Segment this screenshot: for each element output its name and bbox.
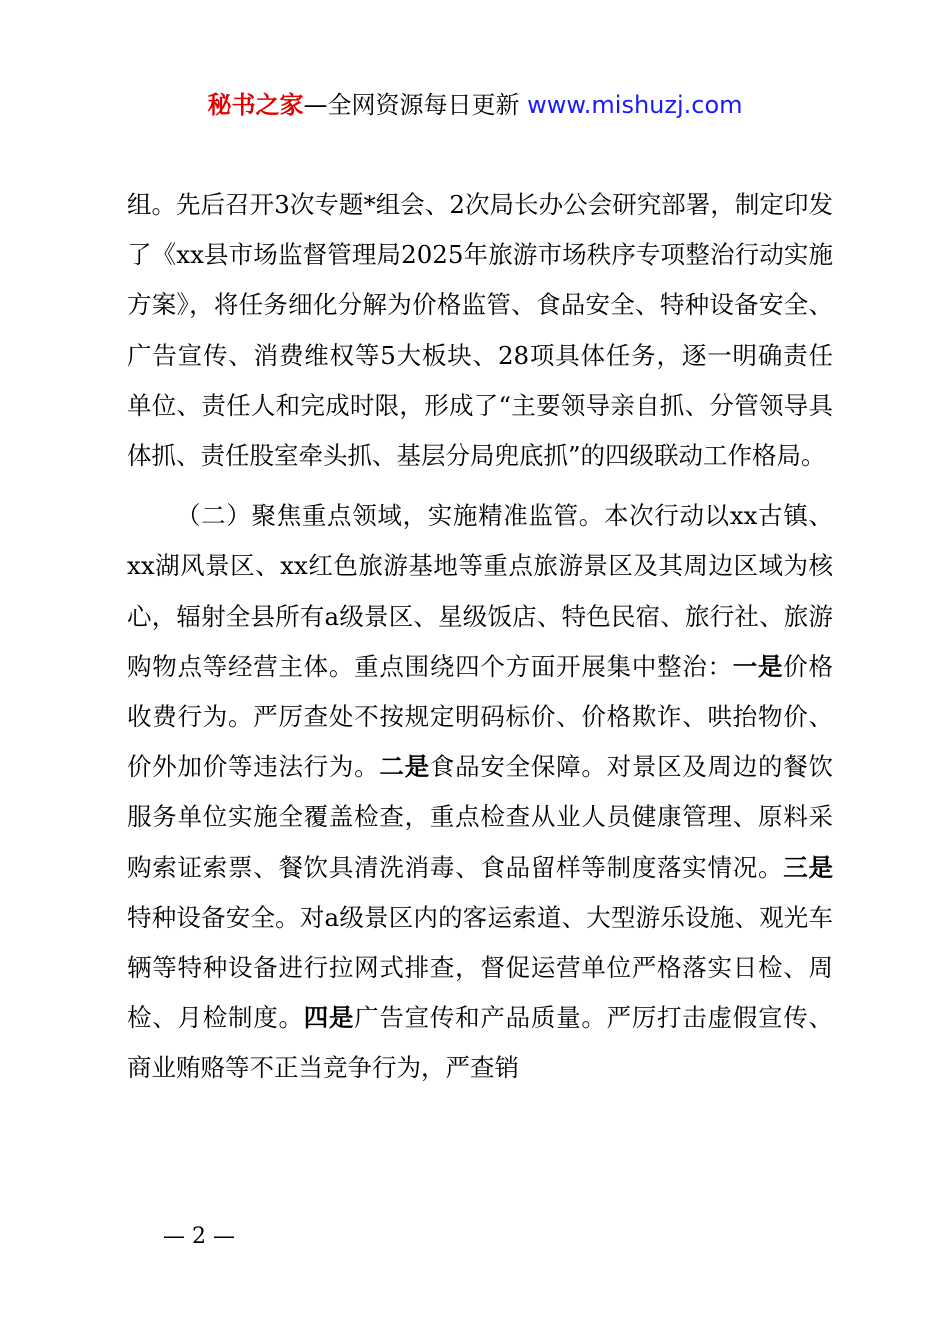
keyword-one: 一是 [732,651,784,681]
header-tagline: —全网资源每日更新 [303,91,528,119]
keyword-three: 三是 [783,852,834,882]
paragraph-2 [127,491,833,1093]
paragraph-2-item-3: 特种设备安全。对a级景区内的客运索道、大型游乐设施、观光车辆等特种设备进行拉网式排查，督促运营单位严格落实日检、周检、月检制度。 [127,902,833,1033]
keyword-two: 二是 [379,752,430,782]
header-brand: 秘书之家 [207,91,304,119]
keyword-four: 四是 [303,1003,355,1033]
page-number: — 2 — [163,1224,235,1249]
paragraph-2-intro: （二）聚焦重点领域，实施精准监管。本次行动以xx古镇、xx湖风景区、xx红色旅游基地等重点旅游景区及其周边区域为核心，辐射全县所有a级景区、星级饭店、特色民宿、旅行社、旅游购物点等经营主体。重点围绕四个方面开展集中整治： [127,501,833,681]
paragraph-1: 组。先后召开3次专题*组会、2次局长办公会研究部署，制定印发了《xx县市场监督管理局2025年旅游市场秩序专项整治行动实施方案》，将任务细化分解为价格监管、食品安全、特种设备安全、广告宣传、消费维权等5大板块、28项具体任务，逐一明确责任单位、责任人和完成时限，形成了“主要领导亲自抓、分管领导具体抓、责任股室牵头抓、基层分局兜底抓”的四级联动工作格局。 [127,190,833,471]
page-header [0,88,950,122]
paragraph-2-item-1: 价格收费行为。严厉查处不按规定明码标价、价格欺诈、哄抬物价、价外加价等违法行为。 [127,651,834,782]
paragraph-2-item-2: 食品安全保障。对景区及周边的餐饮服务单位实施全覆盖检查，重点检查从业人员健康管理、原料采购索证索票、餐饮具清洗消毒、食品留样等制度落实情况。 [127,752,834,882]
document-body [127,180,833,1094]
paragraph-2-item-4: 广告宣传和产品质量。严厉打击虚假宣传、商业贿赂等不正当竞争行为，严查销 [127,1003,834,1083]
header-url[interactable]: www.mishuzj.com [527,91,743,119]
